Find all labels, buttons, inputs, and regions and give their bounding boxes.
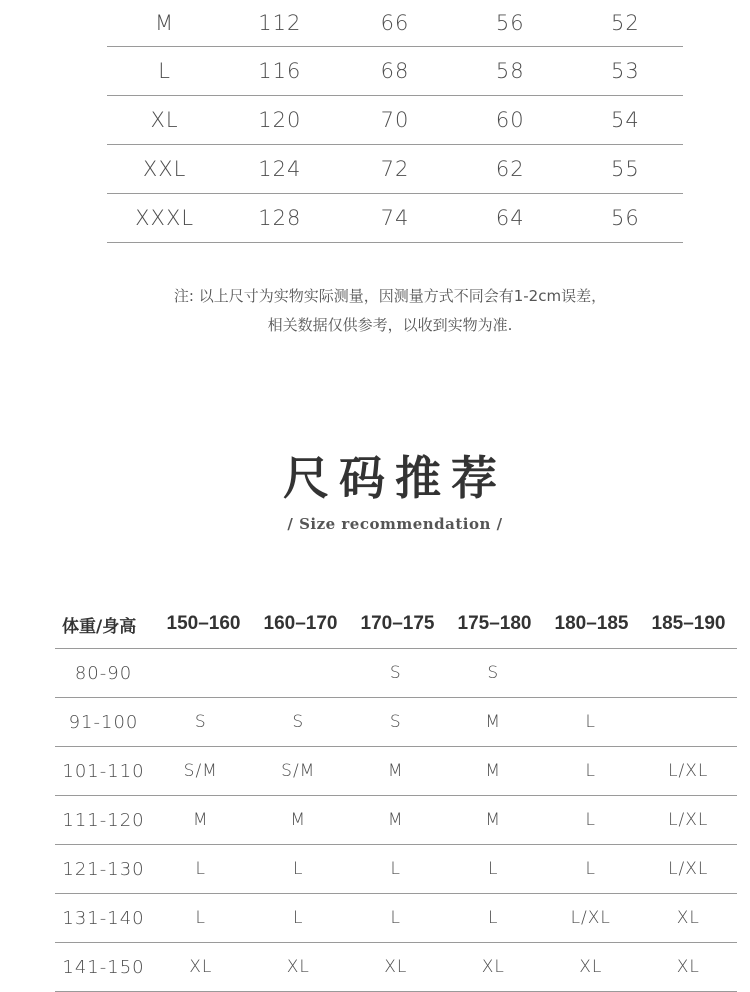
size-measurement-table (107, 0, 683, 243)
section-subtitle: / Size recommendation / (287, 515, 503, 533)
table-row (55, 845, 737, 894)
size-cell: L (585, 859, 596, 879)
header-cell: 175–180 (457, 613, 532, 634)
size-cell: M (485, 712, 502, 732)
table-header (55, 600, 737, 649)
size-cell: L (293, 908, 304, 928)
size-cell: XXXL (135, 206, 195, 230)
size-cell: 72 (380, 157, 410, 181)
size-cell: M (485, 761, 502, 781)
size-cell: L (585, 712, 596, 732)
recommendation-rows (55, 649, 737, 992)
weight-range-cell: 111-120 (62, 809, 145, 831)
size-cell: L (158, 59, 171, 83)
header-cell: 170–175 (360, 613, 435, 634)
size-cell: 56 (495, 11, 525, 35)
size-cell: L/XL (570, 908, 611, 928)
size-cell: XL (286, 957, 310, 977)
size-cell: L/XL (668, 859, 709, 879)
size-cell: S/M (281, 761, 316, 781)
size-cell: L/XL (668, 761, 709, 781)
size-cell: XL (150, 108, 179, 132)
table-row (55, 698, 737, 747)
size-cell: S (389, 712, 402, 732)
size-cell: S (194, 712, 207, 732)
size-cell: L (195, 908, 206, 928)
note-line-1: 注: 以上尺寸为实物实际测量，因测量方式不同会有1-2cm误差， (173, 287, 607, 305)
size-cell: L (293, 859, 304, 879)
size-cell: 64 (495, 206, 525, 230)
size-cell: L (488, 859, 499, 879)
header-cell: 150–160 (166, 613, 241, 634)
size-cell: L (488, 908, 499, 928)
table-row (55, 943, 737, 992)
size-cell: M (387, 761, 404, 781)
size-cell: 128 (258, 206, 302, 230)
size-cell: XL (676, 908, 700, 928)
weight-range-cell: 131-140 (62, 907, 145, 929)
table-row (55, 894, 737, 943)
header-cell-weight-height: 体重/身高 (62, 616, 137, 637)
table-row (107, 96, 683, 145)
header-cell: 180–185 (554, 613, 629, 634)
size-cell: S (487, 663, 500, 683)
size-cell: 120 (258, 108, 302, 132)
size-recommendation-table (55, 600, 737, 992)
size-cell: L/XL (668, 810, 709, 830)
size-cell: 62 (495, 157, 525, 181)
weight-range-cell: 80-90 (74, 662, 133, 684)
size-cell: 112 (258, 11, 302, 35)
size-cell: 70 (380, 108, 410, 132)
size-cell: XL (189, 957, 213, 977)
size-cell: 54 (611, 108, 640, 132)
size-cell: 124 (258, 157, 302, 181)
size-cell: M (155, 11, 175, 35)
table-row (55, 649, 737, 698)
table-row (55, 747, 737, 796)
table-row (55, 796, 737, 845)
table-row (107, 194, 683, 243)
section-title: 尺码推荐 (283, 451, 507, 505)
weight-range-cell: 141-150 (62, 956, 145, 978)
weight-range-cell: 121-130 (62, 858, 145, 880)
size-cell: L (195, 859, 206, 879)
size-cell: S/M (183, 761, 218, 781)
header-cell: 185–190 (651, 613, 726, 634)
size-cell: 58 (495, 59, 525, 83)
size-cell: XL (481, 957, 505, 977)
size-cell: 52 (611, 11, 640, 35)
size-cell: L (585, 761, 596, 781)
weight-range-cell: 101-110 (62, 760, 145, 782)
table-row (107, 0, 683, 47)
size-cell: M (290, 810, 307, 830)
size-cell: L (390, 908, 401, 928)
size-cell: 74 (380, 206, 410, 230)
size-cell: M (192, 810, 209, 830)
measurement-note (0, 282, 750, 340)
size-cell: S (292, 712, 305, 732)
table-row (107, 47, 683, 96)
size-cell: L (585, 810, 596, 830)
size-cell: S (389, 663, 402, 683)
size-cell: 116 (258, 59, 302, 83)
size-cell: 66 (380, 11, 410, 35)
size-cell: M (387, 810, 404, 830)
size-cell: 55 (611, 157, 640, 181)
size-cell: L (390, 859, 401, 879)
size-cell: XL (579, 957, 603, 977)
size-cell: M (485, 810, 502, 830)
size-cell: 68 (380, 59, 410, 83)
size-cell: 53 (611, 59, 640, 83)
size-cell: 60 (495, 108, 525, 132)
size-cell: 56 (611, 206, 640, 230)
note-line-2: 相关数据仅供参考，以收到实物为准. (267, 316, 513, 334)
size-cell: XXL (142, 157, 187, 181)
size-cell: XL (384, 957, 408, 977)
weight-range-cell: 91-100 (68, 711, 139, 733)
header-cell: 160–170 (263, 613, 338, 634)
table-row (107, 145, 683, 194)
size-cell: XL (676, 957, 700, 977)
